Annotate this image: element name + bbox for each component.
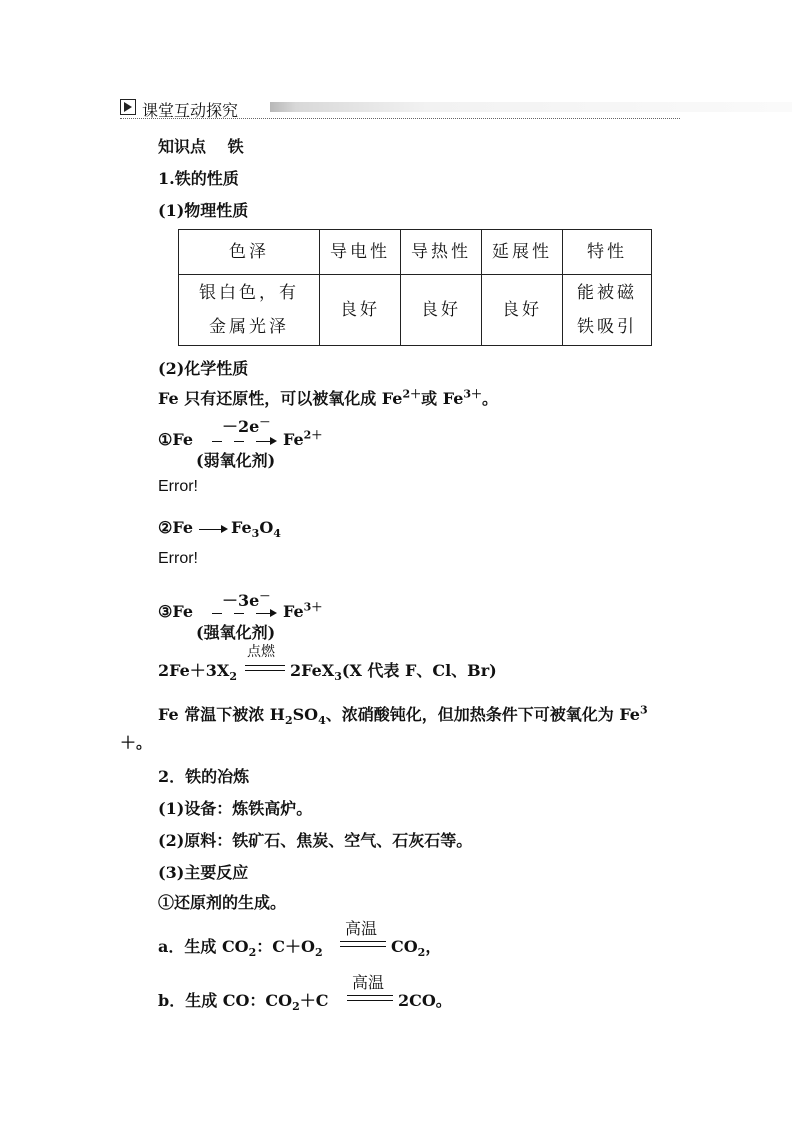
subscript: 2	[417, 946, 426, 960]
reaction-dash	[234, 441, 244, 442]
error-message: Error!	[158, 550, 198, 567]
table-header-cell: 导热性	[401, 230, 482, 275]
text: 。	[482, 389, 499, 408]
reaction-b-right: 2CO。	[398, 991, 452, 1010]
superscript: 3＋	[463, 387, 483, 401]
reaction-a-left	[158, 934, 323, 960]
subscript: 4	[273, 527, 281, 541]
subscript: 2	[229, 670, 238, 684]
text: －3e	[222, 591, 260, 610]
table-header-cell: 延展性	[482, 230, 563, 275]
text: (X 代表 F、Cl、Br)	[341, 661, 497, 680]
superscript: 2＋	[303, 428, 323, 442]
table-header-cell: 特性	[563, 230, 652, 275]
reaction-1-electron	[222, 414, 270, 437]
reaction-3-condition: (强氧化剂)	[196, 623, 276, 642]
reaction-dash	[212, 613, 222, 614]
table-cell: 良好	[320, 275, 401, 346]
table-cell: 良好	[401, 275, 482, 346]
reaction-condition: 高温	[345, 919, 378, 938]
text: ：C＋O	[256, 937, 315, 956]
text: 2Fe＋3X	[158, 661, 230, 680]
reaction-arrow	[256, 441, 270, 442]
text: 2FeX	[290, 661, 335, 680]
superscript: 2＋	[402, 387, 422, 401]
reaction-condition: 高温	[352, 973, 385, 992]
smelting-materials: (2)原料：铁矿石、焦炭、空气、石灰石等。	[158, 831, 473, 850]
text: ，	[425, 937, 442, 956]
subscript: 3	[334, 670, 342, 684]
subscript: 2	[248, 946, 257, 960]
reducing-intro	[158, 386, 498, 409]
equals-sign	[347, 995, 393, 1001]
reaction-3-electron	[222, 588, 270, 611]
reaction-2-reactant: ②Fe	[158, 518, 194, 537]
reaction-dash	[234, 613, 244, 614]
text: 或 Fe	[421, 389, 464, 408]
text: －2e	[222, 417, 260, 436]
reaction-1-product	[283, 430, 322, 449]
halogen-reaction-right	[290, 658, 497, 684]
reaction-arrow	[199, 529, 221, 530]
reaction-1-reactant: ①Fe	[158, 430, 194, 449]
table-cell-special	[563, 275, 652, 346]
passivation-line-1	[158, 702, 648, 728]
heading-chemical-properties: (2)化学性质	[158, 359, 249, 378]
text: a．生成 CO	[158, 937, 249, 956]
equals-sign	[245, 665, 285, 671]
superscript: －	[259, 415, 271, 429]
section-header	[120, 96, 680, 120]
reaction-dash	[212, 441, 222, 442]
knowledge-point-title: 知识点 铁	[158, 137, 244, 156]
text: SO	[292, 705, 319, 724]
physical-properties-table	[178, 229, 652, 346]
superscript: 3	[640, 703, 648, 717]
superscript: －	[259, 589, 271, 603]
text: Fe	[283, 602, 304, 621]
table-header-cell: 色泽	[179, 230, 320, 275]
text: Fe	[231, 518, 252, 537]
subscript: 3	[251, 527, 260, 541]
text: CO	[391, 937, 418, 956]
header-divider	[120, 118, 680, 119]
cell-line: 能被磁	[577, 283, 637, 303]
header-decoration-bar	[270, 102, 792, 112]
passivation-line-2: ＋。	[120, 733, 153, 752]
subscript: 2	[292, 1000, 300, 1014]
cell-line: 铁吸引	[577, 317, 637, 337]
reaction-b-left	[158, 988, 329, 1014]
error-message: Error!	[158, 478, 198, 495]
reaction-a-right	[391, 934, 442, 960]
text: Fe 只有还原性，可以被氧化成 Fe	[158, 389, 403, 408]
heading-physical-properties: (1)物理性质	[158, 201, 249, 220]
subscript: 2	[314, 946, 323, 960]
reaction-arrow	[256, 613, 270, 614]
superscript: 3＋	[303, 600, 323, 614]
subscript: 2	[284, 714, 293, 728]
header-title: 课堂互动探究	[142, 101, 239, 120]
reducer-generation: ①还原剂的生成。	[158, 893, 287, 912]
reaction-1-condition: (弱氧化剂)	[196, 451, 276, 470]
heading-iron-properties: 1.铁的性质	[158, 169, 239, 188]
smelting-equipment: (1)设备：炼铁高炉。	[158, 799, 313, 818]
text: 、浓硝酸钝化，但加热条件下可被氧化为 Fe	[325, 705, 640, 724]
text: Fe	[283, 430, 304, 449]
smelting-reactions-heading: (3)主要反应	[158, 863, 249, 882]
table-header-row	[179, 230, 652, 275]
table-cell: 良好	[482, 275, 563, 346]
table-row	[179, 275, 652, 346]
cell-line: 银白色，有	[199, 283, 299, 303]
reaction-2-product	[231, 518, 281, 541]
heading-iron-smelting: 2．铁的冶炼	[158, 767, 250, 786]
play-arrow-icon	[120, 99, 136, 115]
text: ＋C	[299, 991, 329, 1010]
table-cell-color	[179, 275, 320, 346]
table-header-cell: 导电性	[320, 230, 401, 275]
reaction-condition: 点燃	[247, 644, 275, 660]
text: O	[259, 518, 274, 537]
reaction-3-reactant: ③Fe	[158, 602, 194, 621]
text: Fe 常温下被浓 H	[158, 705, 285, 724]
reaction-3-product	[283, 602, 322, 621]
cell-line: 金属光泽	[209, 317, 289, 337]
equals-sign	[340, 941, 386, 947]
halogen-reaction-left	[158, 658, 238, 684]
subscript: 4	[318, 714, 326, 728]
text: b．生成 CO：CO	[158, 991, 293, 1010]
